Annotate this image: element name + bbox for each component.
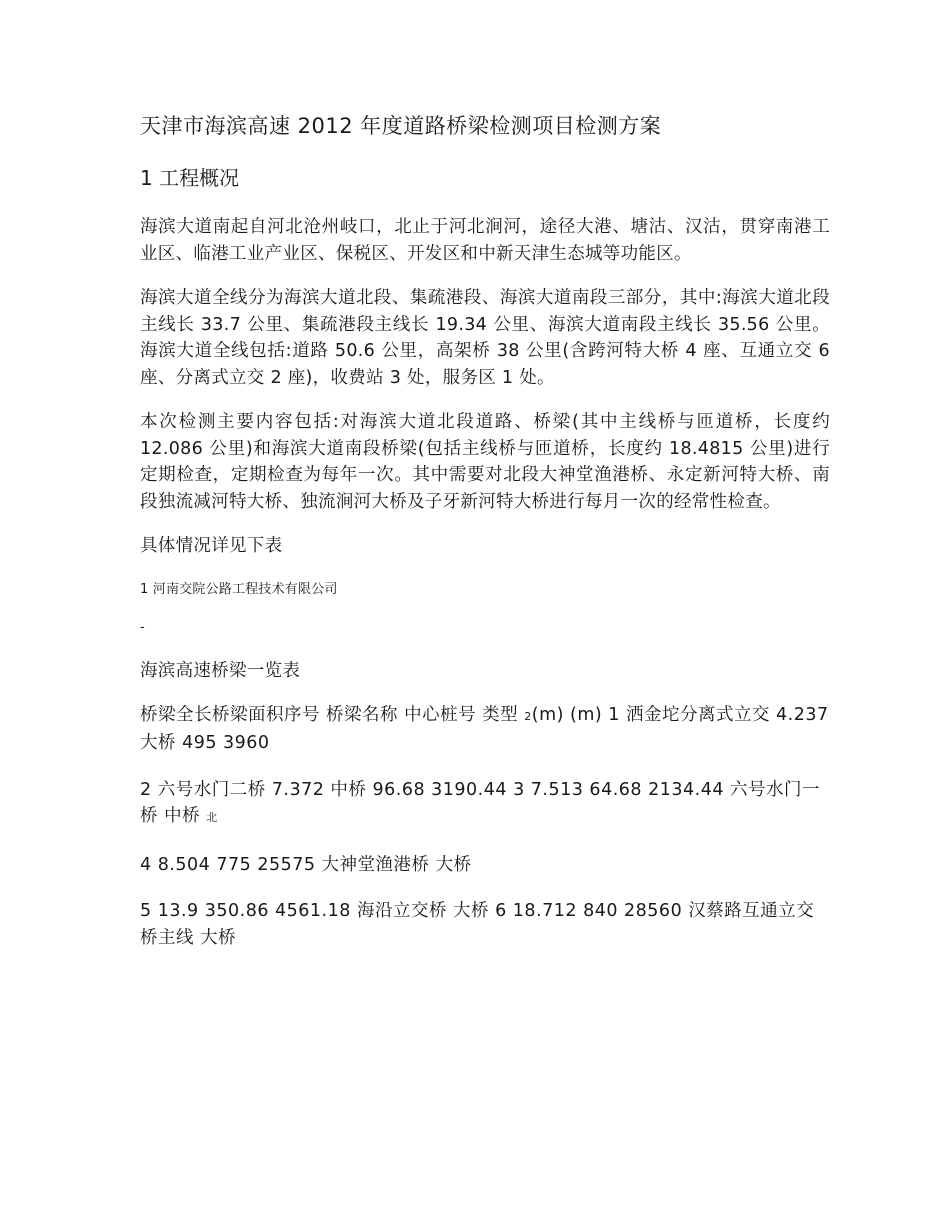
paragraph-route: 海滨大道南起自河北沧州岐口，北止于河北涧河，途径大港、塘沽、汉沽，贯穿南港工业区、临港工业产业区、保税区、开发区和中新天津生态城等功能区。 bbox=[140, 217, 830, 264]
table-row: 4 8.504 775 25575 大神堂渔港桥 大桥 bbox=[140, 854, 472, 875]
table-row: 5 13.9 350.86 4561.18 海沿立交桥 大桥 6 18.712 840 28560 汉蔡路互通立交桥主线 大桥 bbox=[140, 901, 815, 948]
document-page bbox=[140, 112, 830, 971]
page-separator: - bbox=[140, 619, 145, 635]
table-row: 2 六号水门二桥 7.372 中桥 96.68 3190.44 3 7.513 64.68 2134.44 六号水门一桥 中桥 北 bbox=[140, 779, 821, 826]
paragraph-see-table: 具体情况详见下表 bbox=[140, 536, 283, 556]
paragraph-sections: 海滨大道全线分为海滨大道北段、集疏港段、海滨大道南段三部分，其中:海滨大道北段主线长 33.7 公里、集疏港段主线长 19.34 公里、海滨大道南段主线长 35.56 公里。海滨大道全线包括:道路 50.6 公里，高架桥 38 公里(含跨河特大桥 4 座、互通立交 6 座、分离式立交 2 座)，收费站 3 处，服务区 1 处。 bbox=[140, 288, 830, 388]
section-heading-overview: 1 工程概况 bbox=[140, 166, 240, 190]
document-title: 天津市海滨高速 2012 年度道路桥梁检测项目检测方案 bbox=[140, 114, 662, 138]
table-row: 桥梁全长桥梁面积序号 桥梁名称 中心桩号 类型 2(m) (m) 1 洒金坨分离式立交 4.237 大桥 495 3960 bbox=[140, 704, 829, 753]
footnote-company: 1 河南交院公路工程技术有限公司 bbox=[140, 581, 338, 597]
paragraph-inspection-scope: 本次检测主要内容包括:对海滨大道北段道路、桥梁(其中主线桥与匝道桥，长度约 12.086 公里)和海滨大道南段桥梁(包括主线桥与匝道桥，长度约 18.4815 公里)进行定期检查，定期检查为每年一次。其中需要对北段大神堂渔港桥、永定新河特大桥、南段独流减河特大桥、独流涧河大桥及子牙新河特大桥进行每月一次的经常性检查。 bbox=[140, 412, 830, 512]
table-title: 海滨高速桥梁一览表 bbox=[140, 660, 301, 681]
